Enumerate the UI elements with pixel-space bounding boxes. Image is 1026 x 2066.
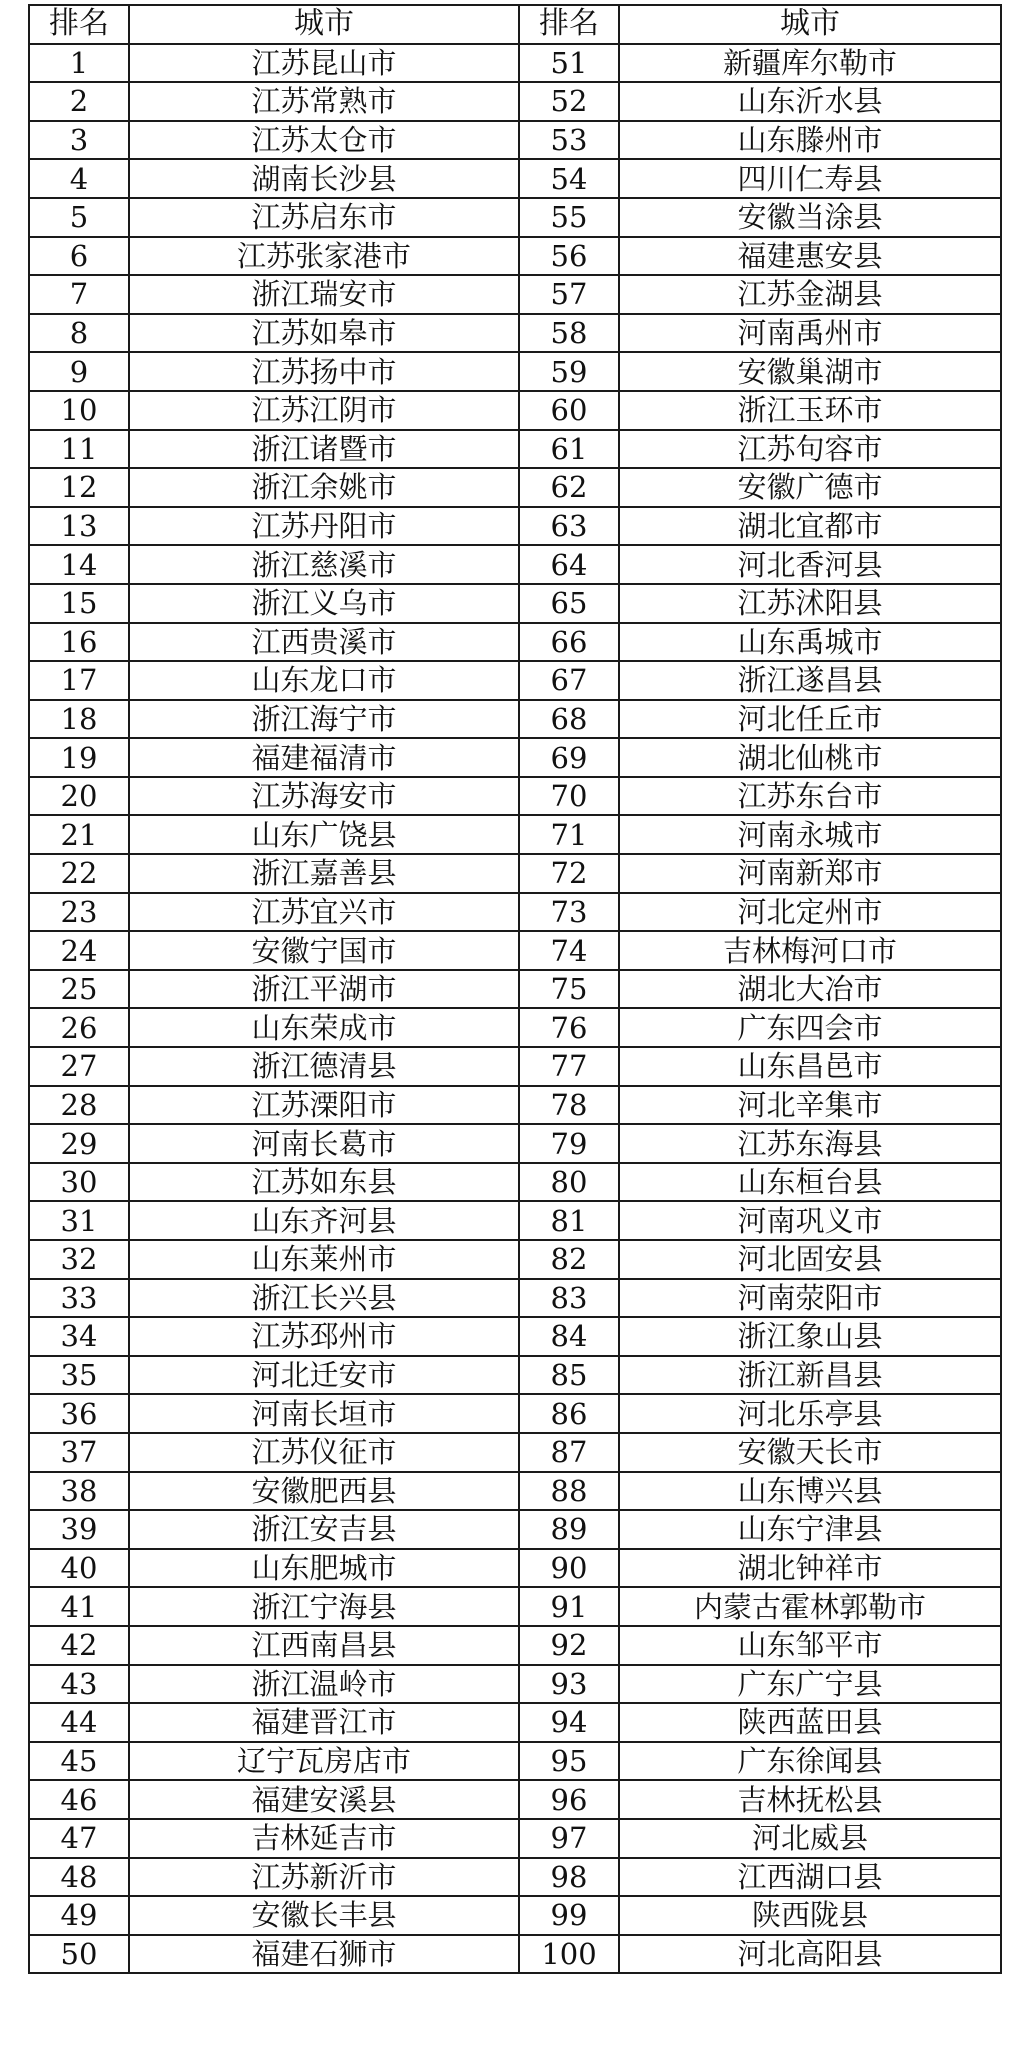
rank-cell-left: 29 <box>29 1124 129 1163</box>
table-row <box>29 1356 1001 1395</box>
city-cell-right: 河南巩义市 <box>619 1201 1001 1240</box>
city-cell-left: 江苏张家港市 <box>129 237 519 276</box>
rank-cell-right: 58 <box>519 314 619 353</box>
rank-cell-right: 61 <box>519 430 619 469</box>
city-cell-left: 浙江海宁市 <box>129 700 519 739</box>
rank-cell-left: 12 <box>29 468 129 507</box>
rank-cell-right: 53 <box>519 121 619 160</box>
rank-cell-right: 97 <box>519 1819 619 1858</box>
rank-cell-right: 60 <box>519 391 619 430</box>
rank-cell-right: 73 <box>519 893 619 932</box>
rank-cell-left: 11 <box>29 430 129 469</box>
rank-cell-left: 45 <box>29 1742 129 1781</box>
city-cell-left: 辽宁瓦房店市 <box>129 1742 519 1781</box>
table-row <box>29 854 1001 893</box>
rank-cell-right: 52 <box>519 82 619 121</box>
table-row <box>29 738 1001 777</box>
header-rank-right: 排名 <box>519 5 619 44</box>
city-cell-left: 湖南长沙县 <box>129 159 519 198</box>
rank-cell-left: 23 <box>29 893 129 932</box>
rank-cell-right: 89 <box>519 1510 619 1549</box>
city-cell-right: 浙江象山县 <box>619 1317 1001 1356</box>
city-cell-right: 湖北钟祥市 <box>619 1549 1001 1588</box>
rank-cell-left: 28 <box>29 1086 129 1125</box>
table-row <box>29 1587 1001 1626</box>
rank-cell-left: 30 <box>29 1163 129 1202</box>
city-cell-left: 江苏新沂市 <box>129 1858 519 1897</box>
rank-cell-right: 81 <box>519 1201 619 1240</box>
city-cell-left: 河南长葛市 <box>129 1124 519 1163</box>
rank-cell-left: 2 <box>29 82 129 121</box>
city-cell-left: 江苏如皋市 <box>129 314 519 353</box>
city-cell-right: 四川仁寿县 <box>619 159 1001 198</box>
table-row <box>29 1163 1001 1202</box>
rank-cell-left: 8 <box>29 314 129 353</box>
rank-cell-right: 86 <box>519 1394 619 1433</box>
rank-cell-right: 75 <box>519 970 619 1009</box>
rank-cell-left: 35 <box>29 1356 129 1395</box>
rank-cell-left: 34 <box>29 1317 129 1356</box>
rank-cell-right: 71 <box>519 815 619 854</box>
city-cell-left: 江苏江阴市 <box>129 391 519 430</box>
city-cell-left: 浙江慈溪市 <box>129 545 519 584</box>
city-cell-left: 河南长垣市 <box>129 1394 519 1433</box>
city-cell-left: 江苏丹阳市 <box>129 507 519 546</box>
city-cell-right: 山东禹城市 <box>619 623 1001 662</box>
table-row <box>29 1510 1001 1549</box>
rank-cell-left: 24 <box>29 931 129 970</box>
rank-cell-right: 90 <box>519 1549 619 1588</box>
city-cell-right: 安徽天长市 <box>619 1433 1001 1472</box>
rank-cell-right: 54 <box>519 159 619 198</box>
city-cell-left: 山东荣成市 <box>129 1008 519 1047</box>
city-cell-right: 河北固安县 <box>619 1240 1001 1279</box>
rank-cell-left: 15 <box>29 584 129 623</box>
city-cell-right: 浙江玉环市 <box>619 391 1001 430</box>
table-row <box>29 1896 1001 1935</box>
header-city-right: 城市 <box>619 5 1001 44</box>
city-cell-right: 江苏句容市 <box>619 430 1001 469</box>
rank-cell-right: 56 <box>519 237 619 276</box>
city-cell-left: 浙江德清县 <box>129 1047 519 1086</box>
rank-cell-right: 79 <box>519 1124 619 1163</box>
city-cell-right: 河北香河县 <box>619 545 1001 584</box>
city-cell-left: 浙江义乌市 <box>129 584 519 623</box>
city-cell-left: 安徽长丰县 <box>129 1896 519 1935</box>
rank-cell-left: 3 <box>29 121 129 160</box>
rank-cell-right: 99 <box>519 1896 619 1935</box>
table-row <box>29 430 1001 469</box>
rank-cell-right: 82 <box>519 1240 619 1279</box>
city-cell-right: 湖北仙桃市 <box>619 738 1001 777</box>
city-cell-left: 江苏太仓市 <box>129 121 519 160</box>
header-rank-left: 排名 <box>29 5 129 44</box>
table-row <box>29 931 1001 970</box>
rank-cell-left: 50 <box>29 1935 129 1974</box>
table-row <box>29 815 1001 854</box>
rank-cell-right: 85 <box>519 1356 619 1395</box>
rank-cell-right: 69 <box>519 738 619 777</box>
city-cell-left: 山东龙口市 <box>129 661 519 700</box>
ranking-table <box>28 4 1002 1974</box>
city-cell-right: 新疆库尔勒市 <box>619 44 1001 83</box>
table-row <box>29 82 1001 121</box>
city-cell-right: 安徽广德市 <box>619 468 1001 507</box>
rank-cell-left: 41 <box>29 1587 129 1626</box>
rank-cell-left: 25 <box>29 970 129 1009</box>
city-cell-left: 江西南昌县 <box>129 1626 519 1665</box>
city-cell-right: 河北定州市 <box>619 893 1001 932</box>
city-cell-right: 山东滕州市 <box>619 121 1001 160</box>
rank-cell-left: 37 <box>29 1433 129 1472</box>
city-cell-right: 陕西蓝田县 <box>619 1703 1001 1742</box>
city-cell-right: 福建惠安县 <box>619 237 1001 276</box>
city-cell-right: 河南禹州市 <box>619 314 1001 353</box>
city-cell-left: 浙江温岭市 <box>129 1665 519 1704</box>
rank-cell-left: 10 <box>29 391 129 430</box>
rank-cell-right: 92 <box>519 1626 619 1665</box>
city-cell-right: 吉林抚松县 <box>619 1780 1001 1819</box>
rank-cell-left: 44 <box>29 1703 129 1742</box>
city-cell-right: 山东宁津县 <box>619 1510 1001 1549</box>
city-cell-right: 湖北大冶市 <box>619 970 1001 1009</box>
city-cell-left: 安徽肥西县 <box>129 1472 519 1511</box>
table-row <box>29 1819 1001 1858</box>
city-cell-left: 河北迁安市 <box>129 1356 519 1395</box>
rank-cell-right: 93 <box>519 1665 619 1704</box>
city-cell-left: 安徽宁国市 <box>129 931 519 970</box>
table-row <box>29 1317 1001 1356</box>
table-row <box>29 468 1001 507</box>
city-cell-left: 江苏溧阳市 <box>129 1086 519 1125</box>
city-cell-right: 河北乐亭县 <box>619 1394 1001 1433</box>
rank-cell-left: 14 <box>29 545 129 584</box>
table-row <box>29 352 1001 391</box>
rank-cell-left: 26 <box>29 1008 129 1047</box>
rank-cell-left: 9 <box>29 352 129 391</box>
city-cell-right: 江苏东海县 <box>619 1124 1001 1163</box>
rank-cell-left: 27 <box>29 1047 129 1086</box>
city-cell-right: 陕西陇县 <box>619 1896 1001 1935</box>
table-row <box>29 970 1001 1009</box>
city-cell-right: 山东桓台县 <box>619 1163 1001 1202</box>
table-row <box>29 1433 1001 1472</box>
table-row <box>29 1279 1001 1318</box>
rank-cell-left: 22 <box>29 854 129 893</box>
rank-cell-left: 43 <box>29 1665 129 1704</box>
table-row <box>29 1665 1001 1704</box>
city-cell-left: 福建晋江市 <box>129 1703 519 1742</box>
rank-cell-right: 57 <box>519 275 619 314</box>
city-cell-right: 河北任丘市 <box>619 700 1001 739</box>
rank-cell-right: 88 <box>519 1472 619 1511</box>
rank-cell-right: 74 <box>519 931 619 970</box>
table-row <box>29 1008 1001 1047</box>
table-row <box>29 1626 1001 1665</box>
rank-cell-right: 62 <box>519 468 619 507</box>
rank-cell-left: 4 <box>29 159 129 198</box>
rank-cell-left: 1 <box>29 44 129 83</box>
table-row <box>29 198 1001 237</box>
rank-cell-right: 76 <box>519 1008 619 1047</box>
rank-cell-right: 64 <box>519 545 619 584</box>
rank-cell-right: 83 <box>519 1279 619 1318</box>
city-cell-left: 江苏邳州市 <box>129 1317 519 1356</box>
table-row <box>29 159 1001 198</box>
city-cell-right: 广东广宁县 <box>619 1665 1001 1704</box>
header-city-left: 城市 <box>129 5 519 44</box>
rank-cell-left: 19 <box>29 738 129 777</box>
city-cell-right: 吉林梅河口市 <box>619 931 1001 970</box>
table-row <box>29 584 1001 623</box>
rank-cell-right: 96 <box>519 1780 619 1819</box>
city-cell-right: 广东徐闻县 <box>619 1742 1001 1781</box>
city-cell-left: 山东肥城市 <box>129 1549 519 1588</box>
city-cell-left: 浙江安吉县 <box>129 1510 519 1549</box>
rank-cell-left: 49 <box>29 1896 129 1935</box>
city-cell-left: 山东莱州市 <box>129 1240 519 1279</box>
table-row <box>29 237 1001 276</box>
rank-cell-right: 80 <box>519 1163 619 1202</box>
table-row <box>29 1780 1001 1819</box>
table-row <box>29 1086 1001 1125</box>
table-row <box>29 44 1001 83</box>
table-row <box>29 1394 1001 1433</box>
table-row <box>29 391 1001 430</box>
rank-cell-left: 31 <box>29 1201 129 1240</box>
city-cell-right: 河北威县 <box>619 1819 1001 1858</box>
table-row <box>29 1201 1001 1240</box>
city-cell-left: 浙江长兴县 <box>129 1279 519 1318</box>
city-cell-right: 河南永城市 <box>619 815 1001 854</box>
table-row <box>29 275 1001 314</box>
city-cell-right: 山东昌邑市 <box>619 1047 1001 1086</box>
city-cell-left: 吉林延吉市 <box>129 1819 519 1858</box>
city-cell-left: 江苏启东市 <box>129 198 519 237</box>
rank-cell-right: 66 <box>519 623 619 662</box>
rank-cell-left: 39 <box>29 1510 129 1549</box>
rank-cell-right: 77 <box>519 1047 619 1086</box>
rank-cell-right: 70 <box>519 777 619 816</box>
city-cell-right: 广东四会市 <box>619 1008 1001 1047</box>
rank-cell-right: 65 <box>519 584 619 623</box>
rank-cell-right: 98 <box>519 1858 619 1897</box>
city-cell-right: 山东博兴县 <box>619 1472 1001 1511</box>
city-cell-right: 江苏沭阳县 <box>619 584 1001 623</box>
table-row <box>29 700 1001 739</box>
rank-cell-left: 16 <box>29 623 129 662</box>
table-row <box>29 1858 1001 1897</box>
city-cell-left: 浙江平湖市 <box>129 970 519 1009</box>
city-cell-left: 江西贵溪市 <box>129 623 519 662</box>
table-row <box>29 1703 1001 1742</box>
table-row <box>29 507 1001 546</box>
city-cell-left: 江苏宜兴市 <box>129 893 519 932</box>
rank-cell-right: 59 <box>519 352 619 391</box>
table-row <box>29 1742 1001 1781</box>
city-cell-right: 山东邹平市 <box>619 1626 1001 1665</box>
city-cell-right: 浙江遂昌县 <box>619 661 1001 700</box>
city-cell-right: 安徽巢湖市 <box>619 352 1001 391</box>
rank-cell-right: 72 <box>519 854 619 893</box>
table-row <box>29 1549 1001 1588</box>
table-row <box>29 777 1001 816</box>
table-row <box>29 121 1001 160</box>
table-row <box>29 1935 1001 1974</box>
city-cell-left: 浙江嘉善县 <box>129 854 519 893</box>
rank-cell-left: 46 <box>29 1780 129 1819</box>
city-cell-left: 江苏常熟市 <box>129 82 519 121</box>
city-cell-left: 江苏仪征市 <box>129 1433 519 1472</box>
rank-cell-right: 84 <box>519 1317 619 1356</box>
rank-cell-left: 17 <box>29 661 129 700</box>
rank-cell-left: 42 <box>29 1626 129 1665</box>
rank-cell-right: 55 <box>519 198 619 237</box>
rank-cell-right: 51 <box>519 44 619 83</box>
city-cell-left: 浙江余姚市 <box>129 468 519 507</box>
rank-cell-right: 91 <box>519 1587 619 1626</box>
rank-cell-left: 38 <box>29 1472 129 1511</box>
rank-cell-right: 68 <box>519 700 619 739</box>
rank-cell-right: 87 <box>519 1433 619 1472</box>
rank-cell-left: 5 <box>29 198 129 237</box>
city-cell-right: 山东沂水县 <box>619 82 1001 121</box>
rank-cell-left: 33 <box>29 1279 129 1318</box>
city-cell-left: 江苏昆山市 <box>129 44 519 83</box>
city-cell-right: 江苏东台市 <box>619 777 1001 816</box>
city-cell-left: 浙江宁海县 <box>129 1587 519 1626</box>
rank-cell-right: 100 <box>519 1935 619 1974</box>
city-cell-right: 江苏金湖县 <box>619 275 1001 314</box>
table-row <box>29 623 1001 662</box>
rank-cell-right: 67 <box>519 661 619 700</box>
rank-cell-left: 7 <box>29 275 129 314</box>
city-cell-right: 江西湖口县 <box>619 1858 1001 1897</box>
rank-cell-left: 20 <box>29 777 129 816</box>
rank-cell-right: 63 <box>519 507 619 546</box>
rank-cell-left: 13 <box>29 507 129 546</box>
city-cell-left: 浙江诸暨市 <box>129 430 519 469</box>
table-row <box>29 314 1001 353</box>
city-cell-left: 福建石狮市 <box>129 1935 519 1974</box>
city-cell-left: 山东广饶县 <box>129 815 519 854</box>
city-cell-left: 江苏如东县 <box>129 1163 519 1202</box>
rank-cell-left: 32 <box>29 1240 129 1279</box>
city-cell-left: 山东齐河县 <box>129 1201 519 1240</box>
city-cell-left: 福建安溪县 <box>129 1780 519 1819</box>
header-row <box>29 5 1001 44</box>
rank-cell-right: 95 <box>519 1742 619 1781</box>
city-cell-right: 河南荥阳市 <box>619 1279 1001 1318</box>
rank-cell-left: 48 <box>29 1858 129 1897</box>
table-row <box>29 545 1001 584</box>
rank-cell-right: 94 <box>519 1703 619 1742</box>
city-cell-left: 江苏扬中市 <box>129 352 519 391</box>
city-cell-right: 湖北宜都市 <box>619 507 1001 546</box>
city-cell-right: 内蒙古霍林郭勒市 <box>619 1587 1001 1626</box>
city-cell-right: 安徽当涂县 <box>619 198 1001 237</box>
rank-cell-right: 78 <box>519 1086 619 1125</box>
rank-cell-left: 6 <box>29 237 129 276</box>
table-row <box>29 1240 1001 1279</box>
table-row <box>29 893 1001 932</box>
city-cell-left: 浙江瑞安市 <box>129 275 519 314</box>
table-row <box>29 1124 1001 1163</box>
rank-cell-left: 40 <box>29 1549 129 1588</box>
city-cell-right: 河北辛集市 <box>619 1086 1001 1125</box>
rank-cell-left: 36 <box>29 1394 129 1433</box>
city-cell-right: 河南新郑市 <box>619 854 1001 893</box>
table-row <box>29 661 1001 700</box>
rank-cell-left: 18 <box>29 700 129 739</box>
city-cell-left: 福建福清市 <box>129 738 519 777</box>
city-cell-left: 江苏海安市 <box>129 777 519 816</box>
city-cell-right: 河北高阳县 <box>619 1935 1001 1974</box>
table-row <box>29 1047 1001 1086</box>
table-body <box>29 44 1001 1974</box>
city-cell-right: 浙江新昌县 <box>619 1356 1001 1395</box>
rank-cell-left: 47 <box>29 1819 129 1858</box>
rank-cell-left: 21 <box>29 815 129 854</box>
table-row <box>29 1472 1001 1511</box>
